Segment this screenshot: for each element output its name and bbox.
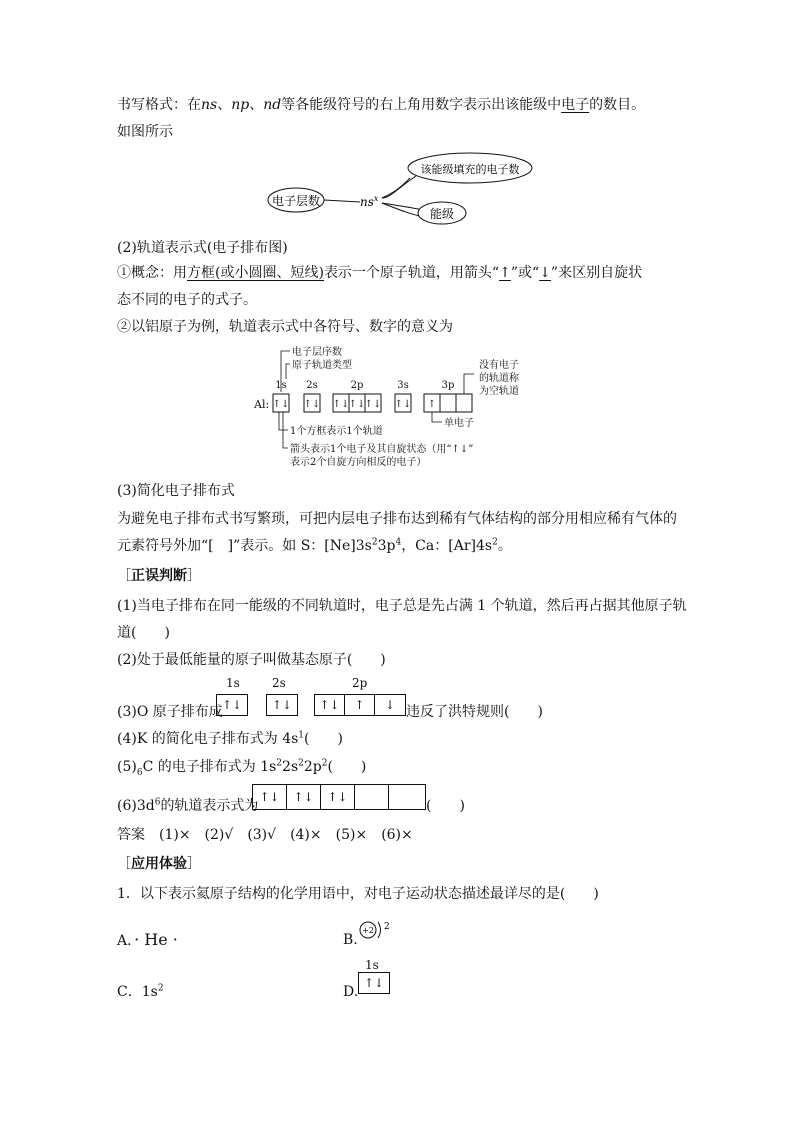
superscript: 2 — [321, 758, 328, 769]
arrow-note: 箭头表示1个电子及其自旋状态（用“↑↓” — [290, 444, 474, 455]
text: 、 — [249, 97, 264, 113]
label-orbital-type: 原子轨道类型 — [292, 360, 352, 371]
option-a — [117, 930, 178, 951]
electron-dot-formula: · He · — [134, 930, 178, 949]
orbital-cell: ↑↓ — [363, 976, 385, 990]
empty-orbital-note: 的轨道称 — [479, 373, 519, 384]
nucleus-charge: +2 — [362, 926, 374, 935]
bracket: ］ — [187, 568, 201, 584]
text: (4)K 的简化电子排布式为 4s — [117, 731, 299, 747]
text: 的轨道表示式为 — [160, 798, 259, 814]
text: (6)3d — [117, 798, 155, 814]
orbital-label-1s: 1s — [226, 676, 240, 690]
superscript: 4 — [395, 537, 402, 548]
judge-q3-tail: 违反了洪特规则( ) — [406, 704, 543, 720]
orbital-box-2p — [314, 694, 406, 716]
electron-pair-2p: ↑↓ — [348, 399, 366, 410]
ns-notation-diagram — [260, 148, 540, 230]
answer-line: 答案 (1)× (2)√ (3)√ (4)× (5)× (6)× — [117, 827, 413, 843]
single-electron-3p: ↑ — [427, 399, 437, 410]
text: (5) — [117, 759, 137, 775]
electron-pair-2s: ↑↓ — [303, 399, 321, 410]
text: ，Ca：[Ar]4s — [401, 538, 493, 554]
judge-q3 — [117, 702, 223, 722]
superscript: 2 — [157, 983, 164, 994]
judge-q2: (2)处于最低能量的原子叫做基态原子( ) — [117, 652, 386, 668]
text: 等各能级符号的右上角用数字表示出该能级中 — [281, 97, 562, 113]
orbital-cell: ↑↓ — [321, 785, 355, 809]
heading-text: 应用体验 — [131, 856, 187, 872]
superscript: 2 — [371, 537, 378, 548]
option-label: B. — [343, 932, 358, 948]
underlined-term: 电子 — [561, 97, 590, 113]
label-shell-number: 电子层序数 — [292, 347, 342, 358]
electron-pair-3s: ↑↓ — [394, 399, 412, 410]
judge-q6-tail: ( ) — [426, 798, 465, 814]
orbital-cell: ↑↓ — [253, 785, 287, 809]
orbital-label-3s: 3s — [397, 380, 409, 391]
filled-count-label: 该能级填充的电子数 — [420, 163, 520, 176]
section-3-text-1: 为避免电子排布式书写繁琐，可把内层电子排布达到稀有气体结构的部分用相应稀有气体的 — [117, 511, 677, 527]
underlined-term: 方框(或小圆圈、短线) — [187, 265, 324, 281]
orbital-label-2p: 2p — [352, 676, 368, 690]
option-label: C．1s — [117, 984, 158, 1000]
text: (3)O 原子排布成 — [117, 704, 223, 720]
option-label: D. — [343, 984, 359, 1000]
orbital-label-1s: 1s — [275, 380, 287, 391]
judge-q1: (1)当电子排布在同一能级的不同轨道时，电子总是先占满 1 个轨道，然后再占据其他原子轨 — [117, 598, 687, 614]
empty-orbital-note: 为空轨道 — [479, 386, 519, 397]
text: ①概念：用 — [117, 265, 187, 281]
orbital-label-2s: 2s — [306, 380, 318, 391]
text: ( ) — [304, 731, 343, 747]
q3-orbital-diagram — [216, 676, 406, 720]
q6-orbital-box-3d — [252, 784, 426, 810]
section-2-title: (2)轨道表示式(电子排布图) — [117, 240, 288, 256]
ns-symbol: ns — [201, 97, 218, 113]
judge-q6 — [117, 796, 258, 816]
electron-pair-2p: ↑↓ — [332, 399, 350, 410]
text: ( ) — [327, 759, 367, 775]
text: 3p — [377, 538, 396, 554]
text: 、 — [217, 97, 232, 113]
judge-q5 — [117, 757, 366, 777]
orbital-label-2s: 2s — [272, 676, 286, 690]
judge-heading — [117, 566, 201, 586]
ns-symbol: $ns^x$ — [360, 194, 379, 209]
orbital-box-2s — [266, 694, 298, 716]
superscript: 2 — [298, 758, 304, 769]
orbital-label-2p: 2p — [350, 380, 364, 391]
text: 元素符号外加“[ ]”表示。如 S：[Ne]3s — [117, 538, 372, 554]
orbital-box-1s — [216, 694, 248, 716]
orbital-cell: ↑↓ — [287, 785, 321, 809]
text: 2s — [282, 759, 299, 775]
arrow-note: 表示2个自旋方向相反的电子） — [290, 457, 427, 468]
superscript: 1 — [298, 730, 305, 741]
text: 2p — [303, 759, 322, 775]
option-c — [117, 982, 164, 1002]
concept-line — [117, 263, 642, 283]
superscript: 2 — [276, 758, 283, 769]
superscript: 2 — [492, 537, 498, 548]
orbital-cell: ↑↓ — [271, 698, 293, 712]
electron-pair-1s: ↑↓ — [272, 399, 290, 410]
down-arrow-icon: ↓ — [539, 265, 551, 281]
option-d-orbital-box — [358, 972, 390, 994]
bracket: ［ — [117, 856, 131, 872]
text: 书写格式：在 — [117, 97, 201, 113]
format-line — [117, 95, 645, 115]
figure-caption: 如图所示 — [117, 124, 173, 140]
orbital-cell: ↑↓ — [221, 698, 243, 712]
bracket: ］ — [187, 856, 201, 872]
empty-orbital-note: 没有电子 — [479, 360, 519, 371]
single-electron-note: 单电子 — [444, 418, 474, 429]
apply-q1: 1．以下表示氦原子结构的化学用语中，对电子运动状态描述最详尽的是( ) — [117, 886, 599, 902]
option-label: A． — [117, 933, 135, 949]
example-intro: ②以铝原子为例，轨道表示式中各符号、数字的意义为 — [117, 319, 453, 335]
atom-symbol: Al: — [254, 398, 270, 411]
bracket: ［ — [117, 568, 131, 584]
text: 的数目。 — [589, 97, 646, 113]
heading-text: 正误判断 — [131, 568, 187, 584]
energy-level-label: 能级 — [429, 207, 455, 221]
text: 表示一个原子轨道，用箭头“ — [323, 265, 500, 281]
option-d — [343, 982, 358, 1002]
section-3-title: (3)简化电子排布式 — [117, 483, 235, 499]
up-arrow-icon: ↑ — [499, 265, 511, 281]
judge-q1-cont: 道( ) — [117, 625, 170, 641]
superscript: 6 — [154, 797, 161, 808]
orbital-label-3p: 3p — [441, 380, 455, 391]
subscript: 6 — [136, 767, 143, 778]
orbital-cell: ↑↓ — [315, 695, 345, 715]
shell-count-label: 电子层数 — [271, 194, 321, 208]
apply-heading — [117, 854, 201, 874]
np-symbol: np — [231, 97, 250, 113]
shell-electrons: 2 — [384, 922, 390, 932]
orbital-cell — [355, 785, 389, 809]
text: 。 — [497, 538, 512, 554]
text: ”来区别自旋状 — [550, 265, 643, 281]
al-orbital-diagram — [250, 344, 550, 472]
nd-symbol: nd — [263, 97, 282, 113]
atomic-structure-diagram — [356, 916, 392, 946]
judge-q4 — [117, 729, 343, 749]
orbital-cell: ↓ — [384, 698, 396, 712]
orbital-cell: ↑ — [345, 695, 375, 715]
concept-line-2: 态不同的电子的式子。 — [117, 292, 257, 308]
text: C 的电子排布式为 1s — [142, 759, 277, 775]
orbital-label-1s: 1s — [365, 958, 379, 972]
electron-pair-2p: ↑↓ — [364, 399, 382, 410]
orbital-cell — [389, 785, 425, 809]
text: ”或“ — [510, 265, 540, 281]
box-note: 1个方框表示1个轨道 — [290, 426, 383, 437]
section-3-text-2 — [117, 536, 512, 556]
